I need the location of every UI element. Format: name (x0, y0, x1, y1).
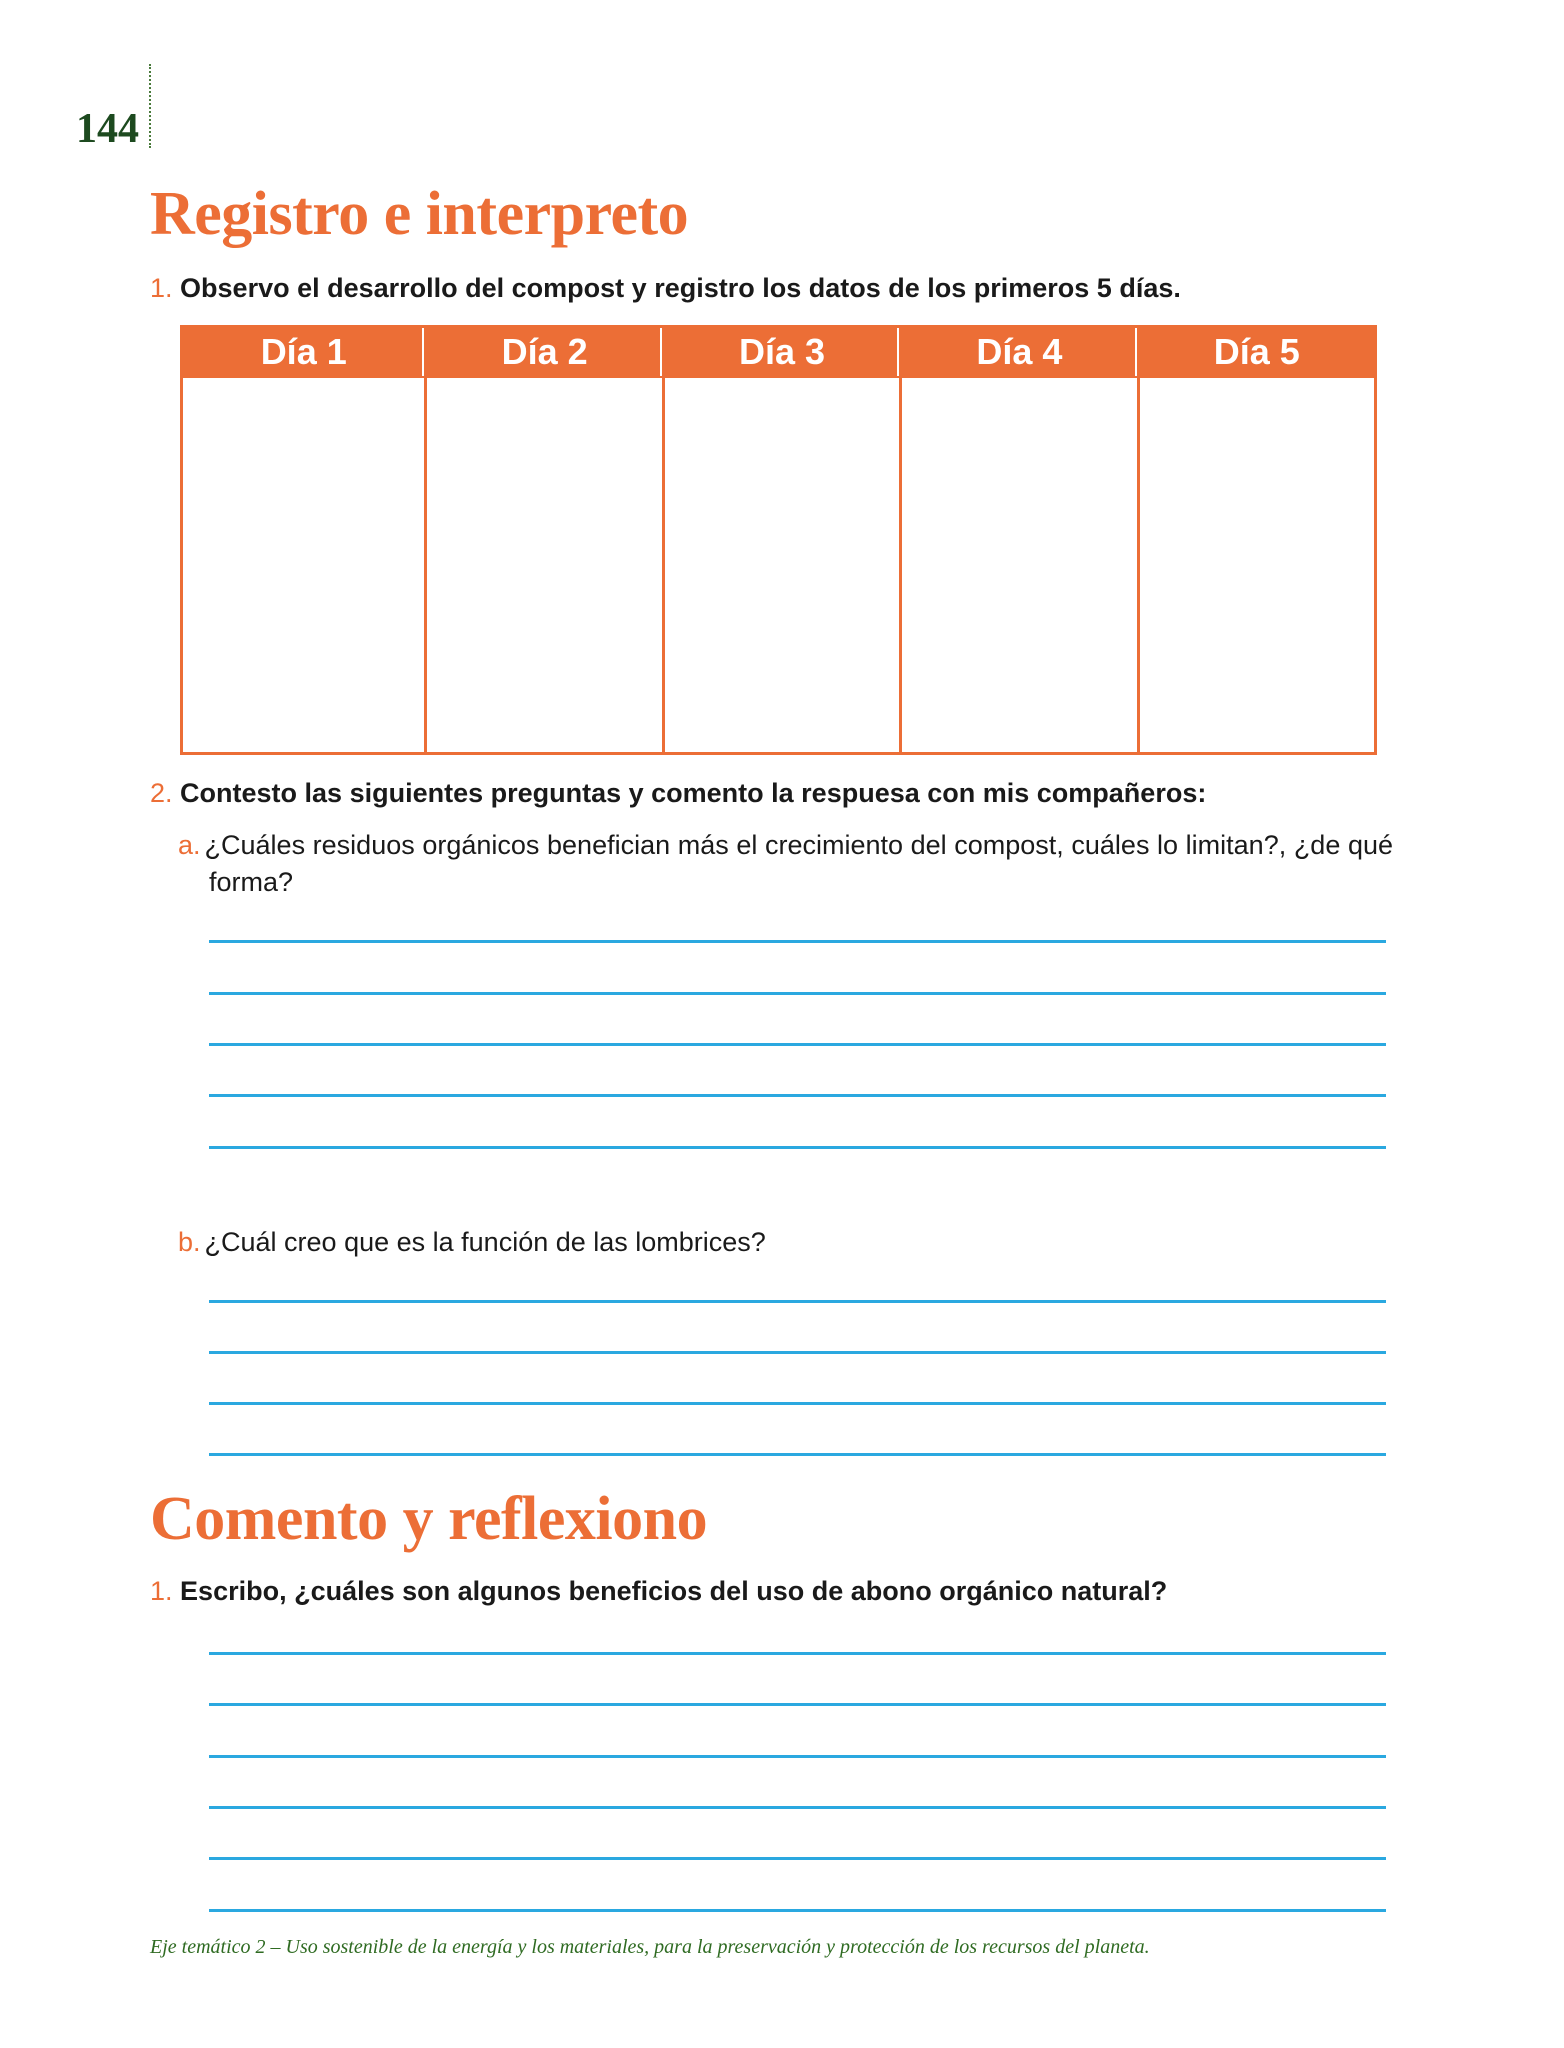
answer-line[interactable] (209, 992, 1386, 995)
answer-line[interactable] (209, 1857, 1386, 1860)
table-cell-day-4[interactable] (902, 378, 1136, 752)
footer: Eje temático 2 – Uso sostenible de la energía y los materiales, para la preservación y protección de los recursos del planeta. (150, 1936, 1150, 1958)
answer-line[interactable] (209, 1806, 1386, 1809)
table-cell-day-2[interactable] (427, 378, 661, 752)
question-text: Escribo, ¿cuáles son algunos beneficios del uso de abono orgánico natural? (180, 1576, 1168, 1606)
question-number: 2. (150, 778, 173, 808)
question-number: 1. (150, 1576, 173, 1606)
page-number: 144 (76, 106, 139, 152)
answer-line[interactable] (209, 1351, 1386, 1354)
table-column-day-3 (665, 328, 902, 752)
table-column-day-2 (427, 328, 664, 752)
question-3 (150, 1573, 1167, 1610)
question-2 (150, 775, 1206, 812)
table-cell-day-1[interactable] (183, 378, 424, 752)
answer-line[interactable] (209, 1043, 1386, 1046)
answer-line[interactable] (209, 1402, 1386, 1405)
subquestion-text: ¿Cuáles residuos orgánicos benefician más el crecimiento del compost, cuáles lo limitan?, ¿de qué forma? (204, 830, 1393, 897)
table-column-day-4 (902, 328, 1139, 752)
answer-line[interactable] (209, 1094, 1386, 1097)
table-header-day-1: Día 1 (183, 328, 424, 378)
table-header-day-4: Día 4 (902, 328, 1136, 378)
subquestion-text: ¿Cuál creo que es la función de las lombrices? (204, 1227, 766, 1257)
answer-line[interactable] (209, 1300, 1386, 1303)
subquestion-a (178, 827, 1393, 901)
table-header-day-2: Día 2 (427, 328, 661, 378)
answer-line[interactable] (209, 1909, 1386, 1912)
table-header-day-3: Día 3 (665, 328, 899, 378)
subquestion-b (178, 1224, 1393, 1261)
question-text: Contesto las siguientes preguntas y comento la respuesa con mis compañeros: (180, 778, 1207, 808)
answer-line[interactable] (209, 1146, 1386, 1149)
question-number: 1. (150, 273, 173, 303)
table-cell-day-5[interactable] (1140, 378, 1374, 752)
section-title-comento: Comento y reflexiono (150, 1485, 708, 1553)
table-column-day-1 (183, 328, 427, 752)
table-column-day-5 (1140, 328, 1374, 752)
answer-line[interactable] (209, 1703, 1386, 1706)
answer-line[interactable] (209, 1652, 1386, 1655)
section-title-registro: Registro e interpreto (150, 180, 689, 248)
subquestion-letter: a. (178, 830, 201, 860)
answer-line[interactable] (209, 940, 1386, 943)
subquestion-letter: b. (178, 1227, 201, 1257)
question-text: Observo el desarrollo del compost y registro los datos de los primeros 5 días. (180, 273, 1181, 303)
answer-line[interactable] (209, 1453, 1386, 1456)
page-rule (149, 64, 151, 148)
question-1 (150, 270, 1181, 307)
compost-table (180, 325, 1377, 755)
table-header-day-5: Día 5 (1140, 328, 1374, 378)
answer-line[interactable] (209, 1755, 1386, 1758)
table-cell-day-3[interactable] (665, 378, 899, 752)
